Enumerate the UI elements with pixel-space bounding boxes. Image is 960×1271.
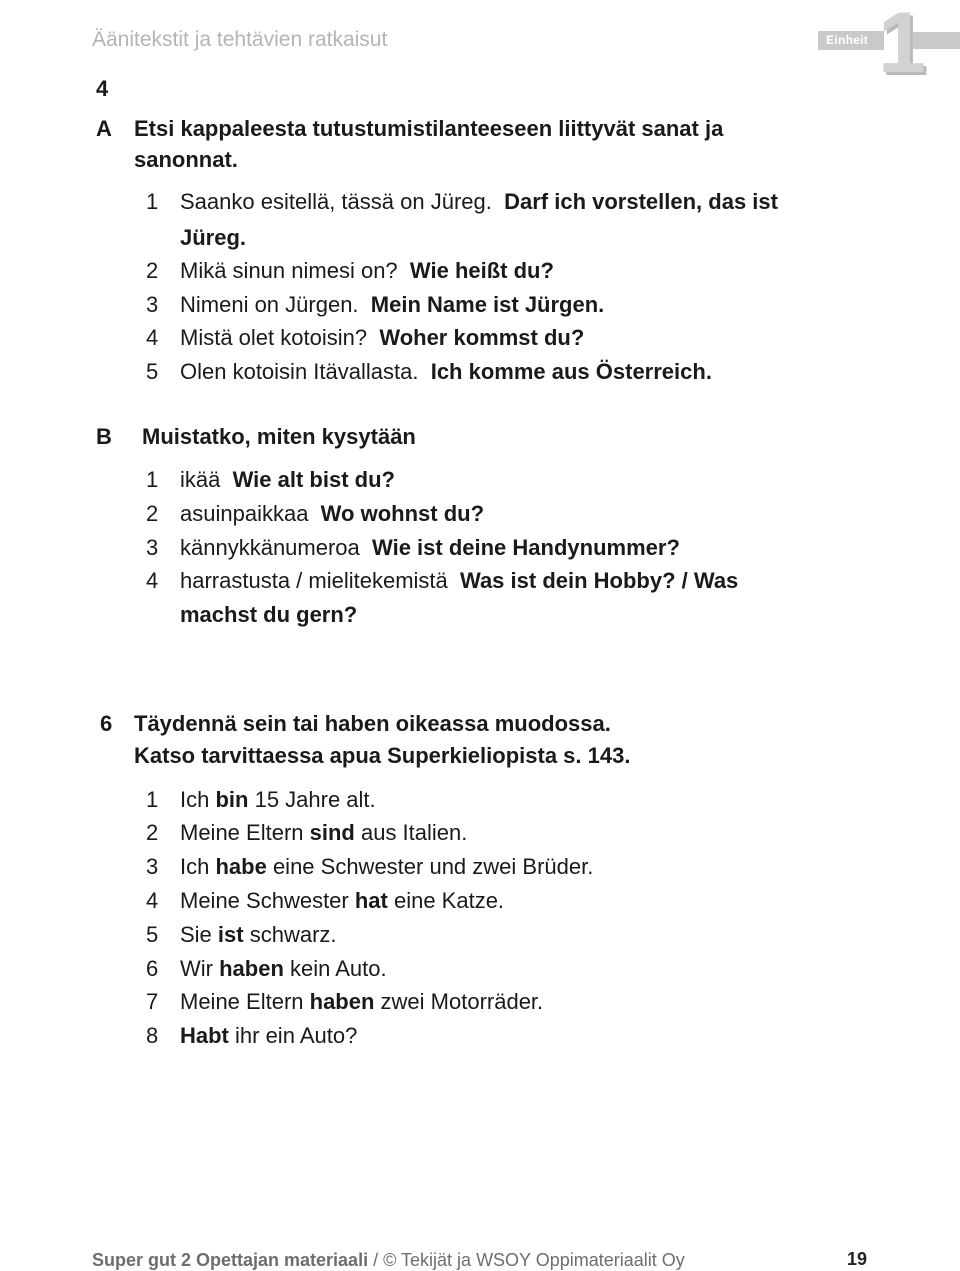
list-item xyxy=(180,888,504,914)
list-item xyxy=(180,258,554,284)
item-number: 8 xyxy=(146,1023,159,1048)
task-instruction: Täydennä sein tai haben oikeassa muodossa. xyxy=(134,711,611,736)
list-item xyxy=(180,568,738,594)
sentence-start: Sie xyxy=(180,922,218,947)
list-item xyxy=(180,189,778,215)
list-item xyxy=(180,535,680,561)
sentence-end: eine Katze. xyxy=(387,888,505,913)
task-number: 4 xyxy=(96,76,109,101)
copyright-text: © Tekijät ja WSOY Oppimateriaalit Oy xyxy=(383,1250,685,1270)
list-item-continuation xyxy=(180,225,246,251)
finnish-phrase: Olen kotoisin Itävallasta. xyxy=(180,359,419,384)
task-instruction: Etsi kappaleesta tutustumistilanteeseen liittyvät sanat ja xyxy=(134,116,724,141)
verb-answer: sind xyxy=(309,820,355,845)
sentence-end: zwei Motorräder. xyxy=(374,989,544,1014)
item-number: 1 xyxy=(146,467,159,492)
item-number: 3 xyxy=(146,292,159,317)
german-answer: Jüreg. xyxy=(180,225,247,250)
list-item xyxy=(180,501,484,527)
publication-title: Super gut 2 Opettajan materiaali xyxy=(92,1250,369,1270)
list-item xyxy=(180,292,604,318)
list-item xyxy=(180,325,584,351)
item-number: 1 xyxy=(146,189,159,214)
list-item xyxy=(180,956,387,982)
german-answer: Wie alt bist du? xyxy=(232,467,395,492)
sentence-start: Meine Schwester xyxy=(180,888,355,913)
german-answer: Mein Name ist Jürgen. xyxy=(370,292,605,317)
finnish-phrase: kännykkänumeroa xyxy=(180,535,360,560)
unit-badge-number: 1 xyxy=(878,0,922,91)
unit-badge-label: Einheit xyxy=(826,33,869,47)
item-number: 2 xyxy=(146,820,159,845)
sentence-end: kein Auto. xyxy=(283,956,387,981)
list-item xyxy=(180,467,395,493)
finnish-phrase: harrastusta / mielitekemistä xyxy=(180,568,448,593)
list-item xyxy=(180,820,467,846)
finnish-phrase: ikää xyxy=(180,467,221,492)
item-number: 1 xyxy=(146,787,159,812)
part-letter: B xyxy=(96,424,112,449)
page-number: 19 xyxy=(847,1249,868,1269)
item-number: 3 xyxy=(146,854,159,879)
item-number: 6 xyxy=(146,956,159,981)
list-item xyxy=(180,787,376,813)
german-answer: Wie ist deine Handynummer? xyxy=(372,535,680,560)
sentence-end: 15 Jahre alt. xyxy=(248,787,376,812)
verb-answer: haben xyxy=(219,956,284,981)
running-header-title: Äänitekstit ja tehtävien ratkaisut xyxy=(92,28,388,51)
german-answer: Wie heißt du? xyxy=(409,258,554,283)
german-answer: Ich komme aus Österreich. xyxy=(430,359,712,384)
verb-answer: habe xyxy=(215,854,267,879)
german-answer: machst du gern? xyxy=(180,602,358,627)
list-item xyxy=(180,359,712,385)
list-item xyxy=(180,1023,357,1049)
task-instruction: Katso tarvittaessa apua Superkieliopista s. 143. xyxy=(134,743,631,768)
sentence-end: schwarz. xyxy=(243,922,337,947)
item-number: 3 xyxy=(146,535,159,560)
part-letter: A xyxy=(96,116,112,141)
finnish-phrase: Mistä olet kotoisin? xyxy=(180,325,368,350)
item-number: 5 xyxy=(146,359,159,384)
task-instruction: sanonnat. xyxy=(134,147,238,172)
german-answer: Darf ich vorstellen, das ist xyxy=(504,189,778,214)
german-answer: Was ist dein Hobby? / Was xyxy=(460,568,739,593)
item-number: 2 xyxy=(146,258,159,283)
list-item xyxy=(180,922,337,948)
sentence-start: Meine Eltern xyxy=(180,989,310,1014)
sentence-start: Meine Eltern xyxy=(180,820,310,845)
task-instruction: Muistatko, miten kysytään xyxy=(142,424,416,449)
item-number: 5 xyxy=(146,922,159,947)
item-number: 2 xyxy=(146,501,159,526)
footer-credit xyxy=(92,1250,685,1271)
german-answer: Wo wohnst du? xyxy=(320,501,485,526)
list-item-continuation xyxy=(180,602,357,628)
task-number: 6 xyxy=(100,711,113,736)
list-item xyxy=(180,854,593,880)
sentence-start: Wir xyxy=(180,956,220,981)
item-number: 4 xyxy=(146,568,159,593)
list-item xyxy=(180,989,543,1015)
item-number: 4 xyxy=(146,888,159,913)
footer-separator: / xyxy=(368,1250,384,1270)
item-number: 7 xyxy=(146,989,159,1014)
verb-answer: Habt xyxy=(180,1023,229,1048)
verb-answer: ist xyxy=(217,922,244,947)
sentence-start: Ich xyxy=(180,787,216,812)
finnish-phrase: Saanko esitellä, tässä on Jüreg. xyxy=(180,189,492,214)
verb-answer: haben xyxy=(309,989,375,1014)
finnish-phrase: Nimeni on Jürgen. xyxy=(180,292,359,317)
verb-answer: hat xyxy=(354,888,388,913)
verb-answer: bin xyxy=(215,787,249,812)
sentence-start: Ich xyxy=(180,854,216,879)
finnish-phrase: Mikä sinun nimesi on? xyxy=(180,258,398,283)
list-item xyxy=(146,189,158,215)
finnish-phrase: asuinpaikkaa xyxy=(180,501,309,526)
sentence-end: eine Schwester und zwei Brüder. xyxy=(266,854,594,879)
sentence-end: aus Italien. xyxy=(354,820,468,845)
item-number: 4 xyxy=(146,325,159,350)
sentence-end: ihr ein Auto? xyxy=(228,1023,358,1048)
german-answer: Woher kommst du? xyxy=(379,325,585,350)
